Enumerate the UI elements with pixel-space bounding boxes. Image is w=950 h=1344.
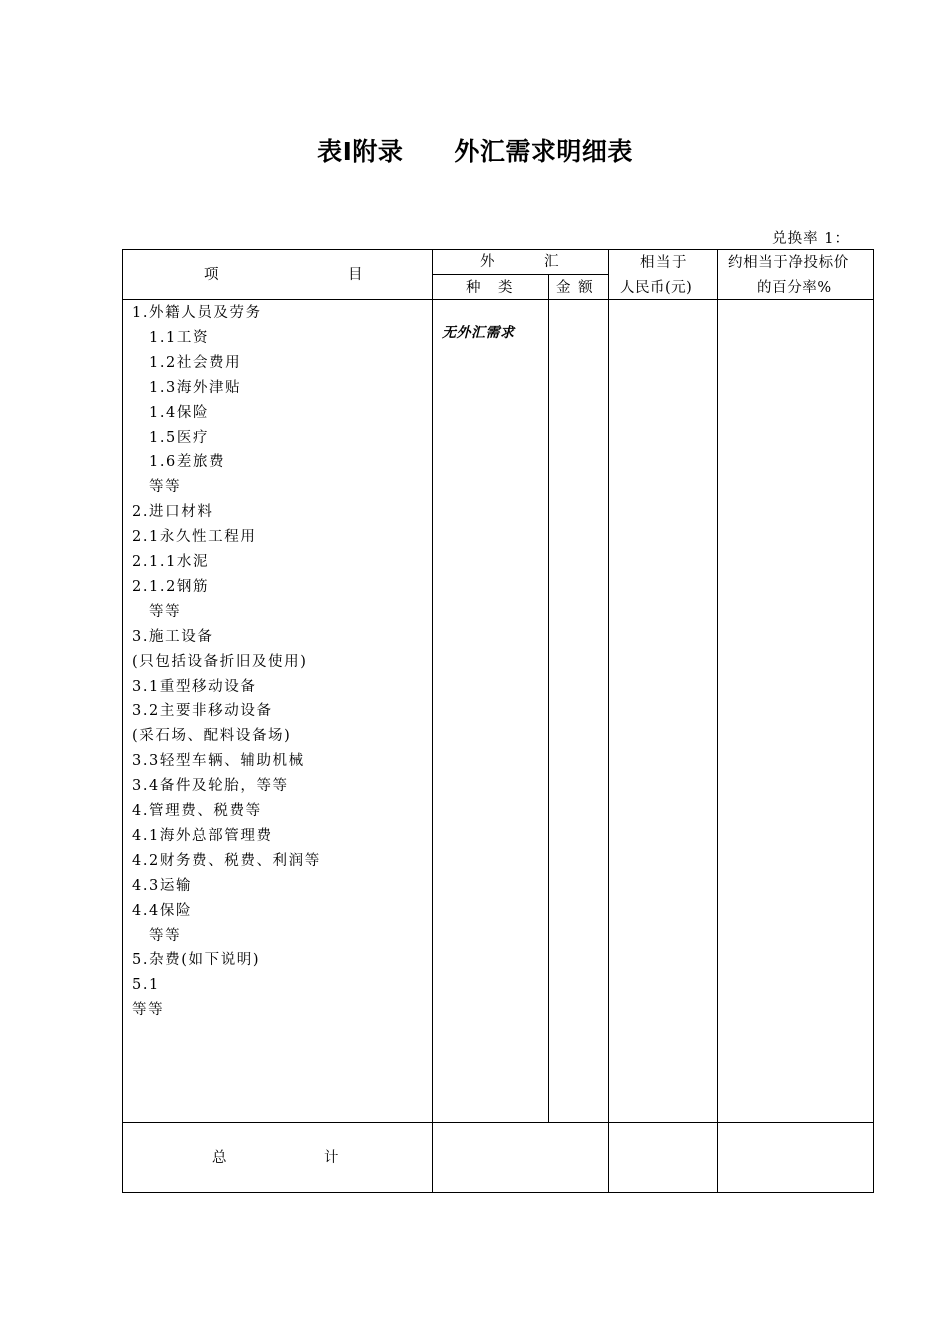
item-row: 2.1永久性工程用	[132, 529, 257, 546]
item-row: 3.2主要非移动设备	[132, 703, 273, 720]
col-divider-fx	[608, 249, 609, 1193]
header-foreign-exchange: 外 汇	[480, 254, 560, 270]
item-row: 3.4备件及轮胎，等等	[132, 778, 289, 795]
item-row: 等等	[132, 1002, 165, 1019]
item-row: (采石场、配料设备场)	[132, 728, 292, 745]
header-divider	[122, 299, 874, 300]
item-row: 1.5医疗	[149, 429, 210, 446]
item-row: 3.1重型移动设备	[132, 678, 257, 695]
header-rmb-line2: 人民币(元)	[620, 280, 693, 296]
no-fx-note: 无外汇需求	[442, 325, 515, 341]
header-type: 种 类	[466, 280, 514, 296]
table-right-border	[873, 249, 874, 1193]
col-divider-type-amount	[548, 274, 549, 1123]
item-row: 1.2社会费用	[149, 354, 242, 371]
item-row: (只包括设备折旧及使用)	[132, 653, 308, 670]
item-row: 等等	[149, 603, 182, 620]
item-row: 5.杂费(如下说明)	[132, 952, 261, 969]
item-row: 等等	[149, 479, 182, 496]
col-divider-rmb	[717, 249, 718, 1193]
total-label: 总 计	[212, 1150, 340, 1166]
header-amount: 金 额	[556, 280, 595, 296]
item-row: 4.1海外总部管理费	[132, 827, 273, 844]
item-row: 4.管理费、税费等	[132, 803, 262, 819]
item-row: 3.施工设备	[132, 628, 214, 645]
item-row: 1.1工资	[149, 329, 210, 346]
header-percent-line1: 约相当于净投标价	[728, 255, 849, 271]
item-row: 3.3轻型车辆、辅助机械	[132, 753, 305, 770]
item-row: 4.4保险	[132, 902, 193, 919]
item-row: 5.1	[132, 977, 160, 994]
col-divider-item	[432, 249, 433, 1193]
header-item: 项 目	[204, 267, 364, 283]
item-row: 2.1.1水泥	[132, 554, 210, 570]
table-top-border	[122, 249, 874, 250]
item-row: 2.进口材料	[132, 504, 214, 521]
item-row: 1.外籍人员及劳务	[132, 305, 262, 321]
item-row: 2.1.2钢筋	[132, 578, 210, 595]
page-title: 表Ⅰ附录 外汇需求明细表	[317, 137, 633, 166]
fx-subheader-divider	[432, 274, 609, 275]
item-row: 1.4保险	[149, 404, 210, 421]
table-bottom-border	[122, 1192, 874, 1193]
item-row: 1.3海外津贴	[149, 379, 242, 396]
item-row: 等等	[149, 927, 182, 944]
table-left-border	[122, 249, 123, 1193]
exchange-rate-label: 兑换率 1：	[772, 231, 850, 247]
header-percent-line2: 的百分率%	[757, 280, 832, 296]
item-row: 4.3运输	[132, 877, 193, 894]
total-row-divider	[122, 1122, 874, 1123]
item-row: 1.6差旅费	[149, 454, 226, 471]
header-rmb-line1: 相当于	[640, 255, 688, 271]
item-row: 4.2财务费、税费、利润等	[132, 852, 321, 869]
